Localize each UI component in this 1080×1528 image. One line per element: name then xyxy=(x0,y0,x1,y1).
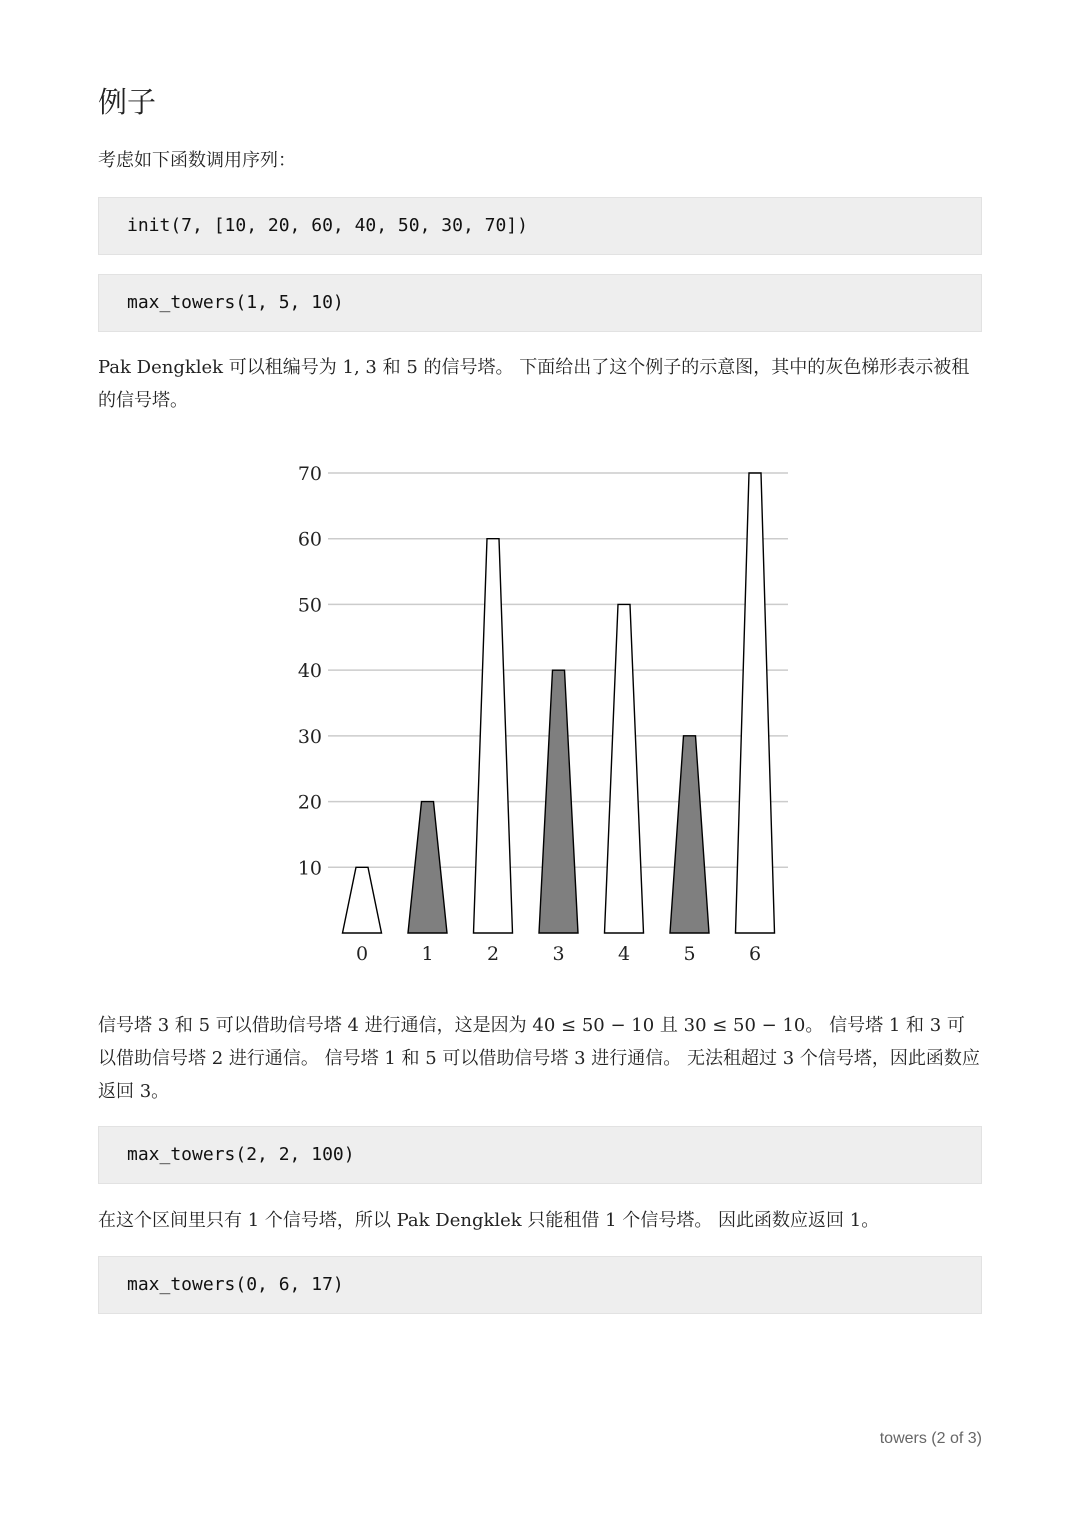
y-tick-label: 50 xyxy=(297,594,322,617)
x-tick-label: 6 xyxy=(748,943,762,965)
tower-4 xyxy=(605,604,644,933)
code-block-max-towers-2: max_towers(2, 2, 100) xyxy=(98,1126,982,1184)
x-tick-label: 5 xyxy=(683,943,696,965)
tower-0 xyxy=(343,867,382,933)
example-paragraph-3: 在这个区间里只有 1 个信号塔，所以 Pak Dengklek 只能租借 1 个信号塔。 因此函数应返回 1。 xyxy=(98,1210,880,1231)
section-title: 例子 xyxy=(98,85,157,119)
tower-5 xyxy=(670,736,709,933)
x-tick-label: 4 xyxy=(617,943,631,965)
page-footer: towers (2 of 3) xyxy=(879,1430,982,1447)
y-tick-label: 30 xyxy=(297,725,322,748)
code-block-init: init(7, [10, 20, 60, 40, 50, 30, 70]) xyxy=(98,197,982,255)
y-tick-label: 40 xyxy=(297,660,322,683)
tower-6 xyxy=(736,473,775,933)
example-paragraph-1: Pak Dengklek 可以租编号为 1, 3 和 5 的信号塔。 下面给出了这个例子的示意图，其中的灰色梯形表示被租的信号塔。 xyxy=(98,357,970,411)
code-block-max-towers-3: max_towers(0, 6, 17) xyxy=(98,1256,982,1314)
x-tick-label: 2 xyxy=(486,943,500,965)
y-tick-label: 20 xyxy=(297,791,322,814)
x-tick-label: 3 xyxy=(552,943,565,965)
y-tick-label: 70 xyxy=(297,463,322,485)
code-block-max-towers-1: max_towers(1, 5, 10) xyxy=(98,274,982,332)
x-tick-label: 1 xyxy=(421,943,434,965)
x-tick-label: 0 xyxy=(355,943,369,965)
example-paragraph-2: 信号塔 3 和 5 可以借助信号塔 4 进行通信，这是因为 40 ≤ 50 − 10 且 30 ≤ 50 − 10。 信号塔 1 和 3 可以借助信号塔 2 进行通信。 信号塔 1 和 5 可以借助信号塔 3 进行通信。 无法租超过 3 个信号塔，因此函数应返回 3。 xyxy=(98,1015,980,1102)
y-tick-label: 10 xyxy=(297,857,322,880)
y-tick-label: 60 xyxy=(297,528,322,551)
intro-text: 考虑如下函数调用序列： xyxy=(98,150,296,171)
tower-chart xyxy=(98,450,982,980)
